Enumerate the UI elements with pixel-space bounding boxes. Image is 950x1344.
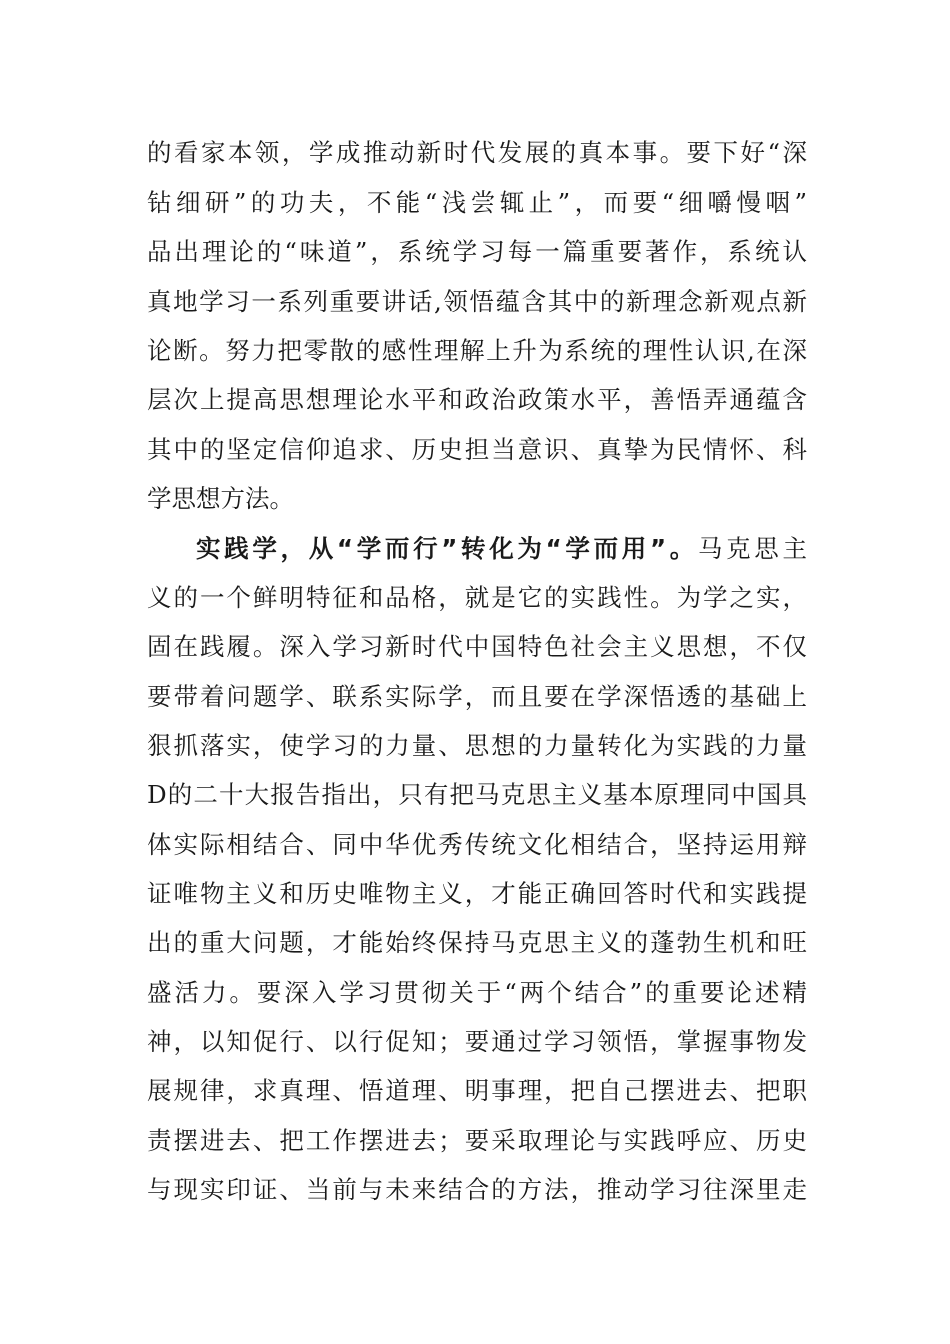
paragraph-line: 与现实印证、当前与未来结合的方法，推动学习往深里走: [147, 1175, 807, 1204]
paragraph-first-line: [196, 529, 807, 569]
paragraph-line: 真地学习一系列重要讲话,领悟蕴含其中的新理念新观点新: [147, 287, 807, 316]
paragraph-line: 固在践履。深入学习新时代中国特色社会主义思想，不仅: [147, 632, 807, 661]
paragraph-line: 出的重大问题，才能始终保持马克思主义的蓬勃生机和旺: [147, 928, 807, 957]
paragraph-line: 展规律，求真理、悟道理、明事理，把自己摆进去、把职: [147, 1076, 807, 1105]
paragraph-line: 的看家本领，学成推动新时代发展的真本事。要下好“深: [147, 138, 807, 167]
paragraph-line: 层次上提高思想理论水平和政治政策水平，善悟弄通蕴含: [147, 385, 807, 414]
paragraph-line: 其中的坚定信仰追求、历史担当意识、真挚为民情怀、科: [147, 435, 807, 464]
paragraph-line: 盛活力。要深入学习贯彻关于“两个结合”的重要论述精: [147, 978, 807, 1007]
paragraph-line: D的二十大报告指出，只有把马克思主义基本原理同中国具: [147, 780, 807, 809]
paragraph-text: 马克思主: [697, 534, 807, 563]
section-heading: 实践学，从“学而行”转化为“学而用”。: [196, 534, 698, 563]
paragraph-line: 论断。努力把零散的感性理解上升为系统的理性认识,在深: [147, 336, 807, 365]
paragraph-line: 品出理论的“味道”，系统学习每一篇重要著作，系统认: [147, 237, 807, 266]
paragraph-line: 要带着问题学、联系实际学，而且要在学深悟透的基础上: [147, 682, 807, 711]
paragraph-line: 责摆进去、把工作摆进去；要采取理论与实践呼应、历史: [147, 1126, 807, 1155]
paragraph-line: 体实际相结合、同中华优秀传统文化相结合，坚持运用辩: [147, 830, 807, 859]
paragraph-line: 神，以知促行、以行促知；要通过学习领悟，掌握事物发: [147, 1027, 807, 1056]
paragraph-line: 学思想方法。: [147, 484, 294, 513]
paragraph-line: 义的一个鲜明特征和品格，就是它的实践性。为学之实，: [147, 583, 807, 612]
paragraph-line: 狠抓落实，使学习的力量、思想的力量转化为实践的力量: [147, 731, 807, 760]
paragraph-line: 钻细研”的功夫，不能“浅尝辄止”，而要“细嚼慢咽”: [147, 188, 807, 217]
paragraph-line: 证唯物主义和历史唯物主义，才能正确回答时代和实践提: [147, 879, 807, 908]
